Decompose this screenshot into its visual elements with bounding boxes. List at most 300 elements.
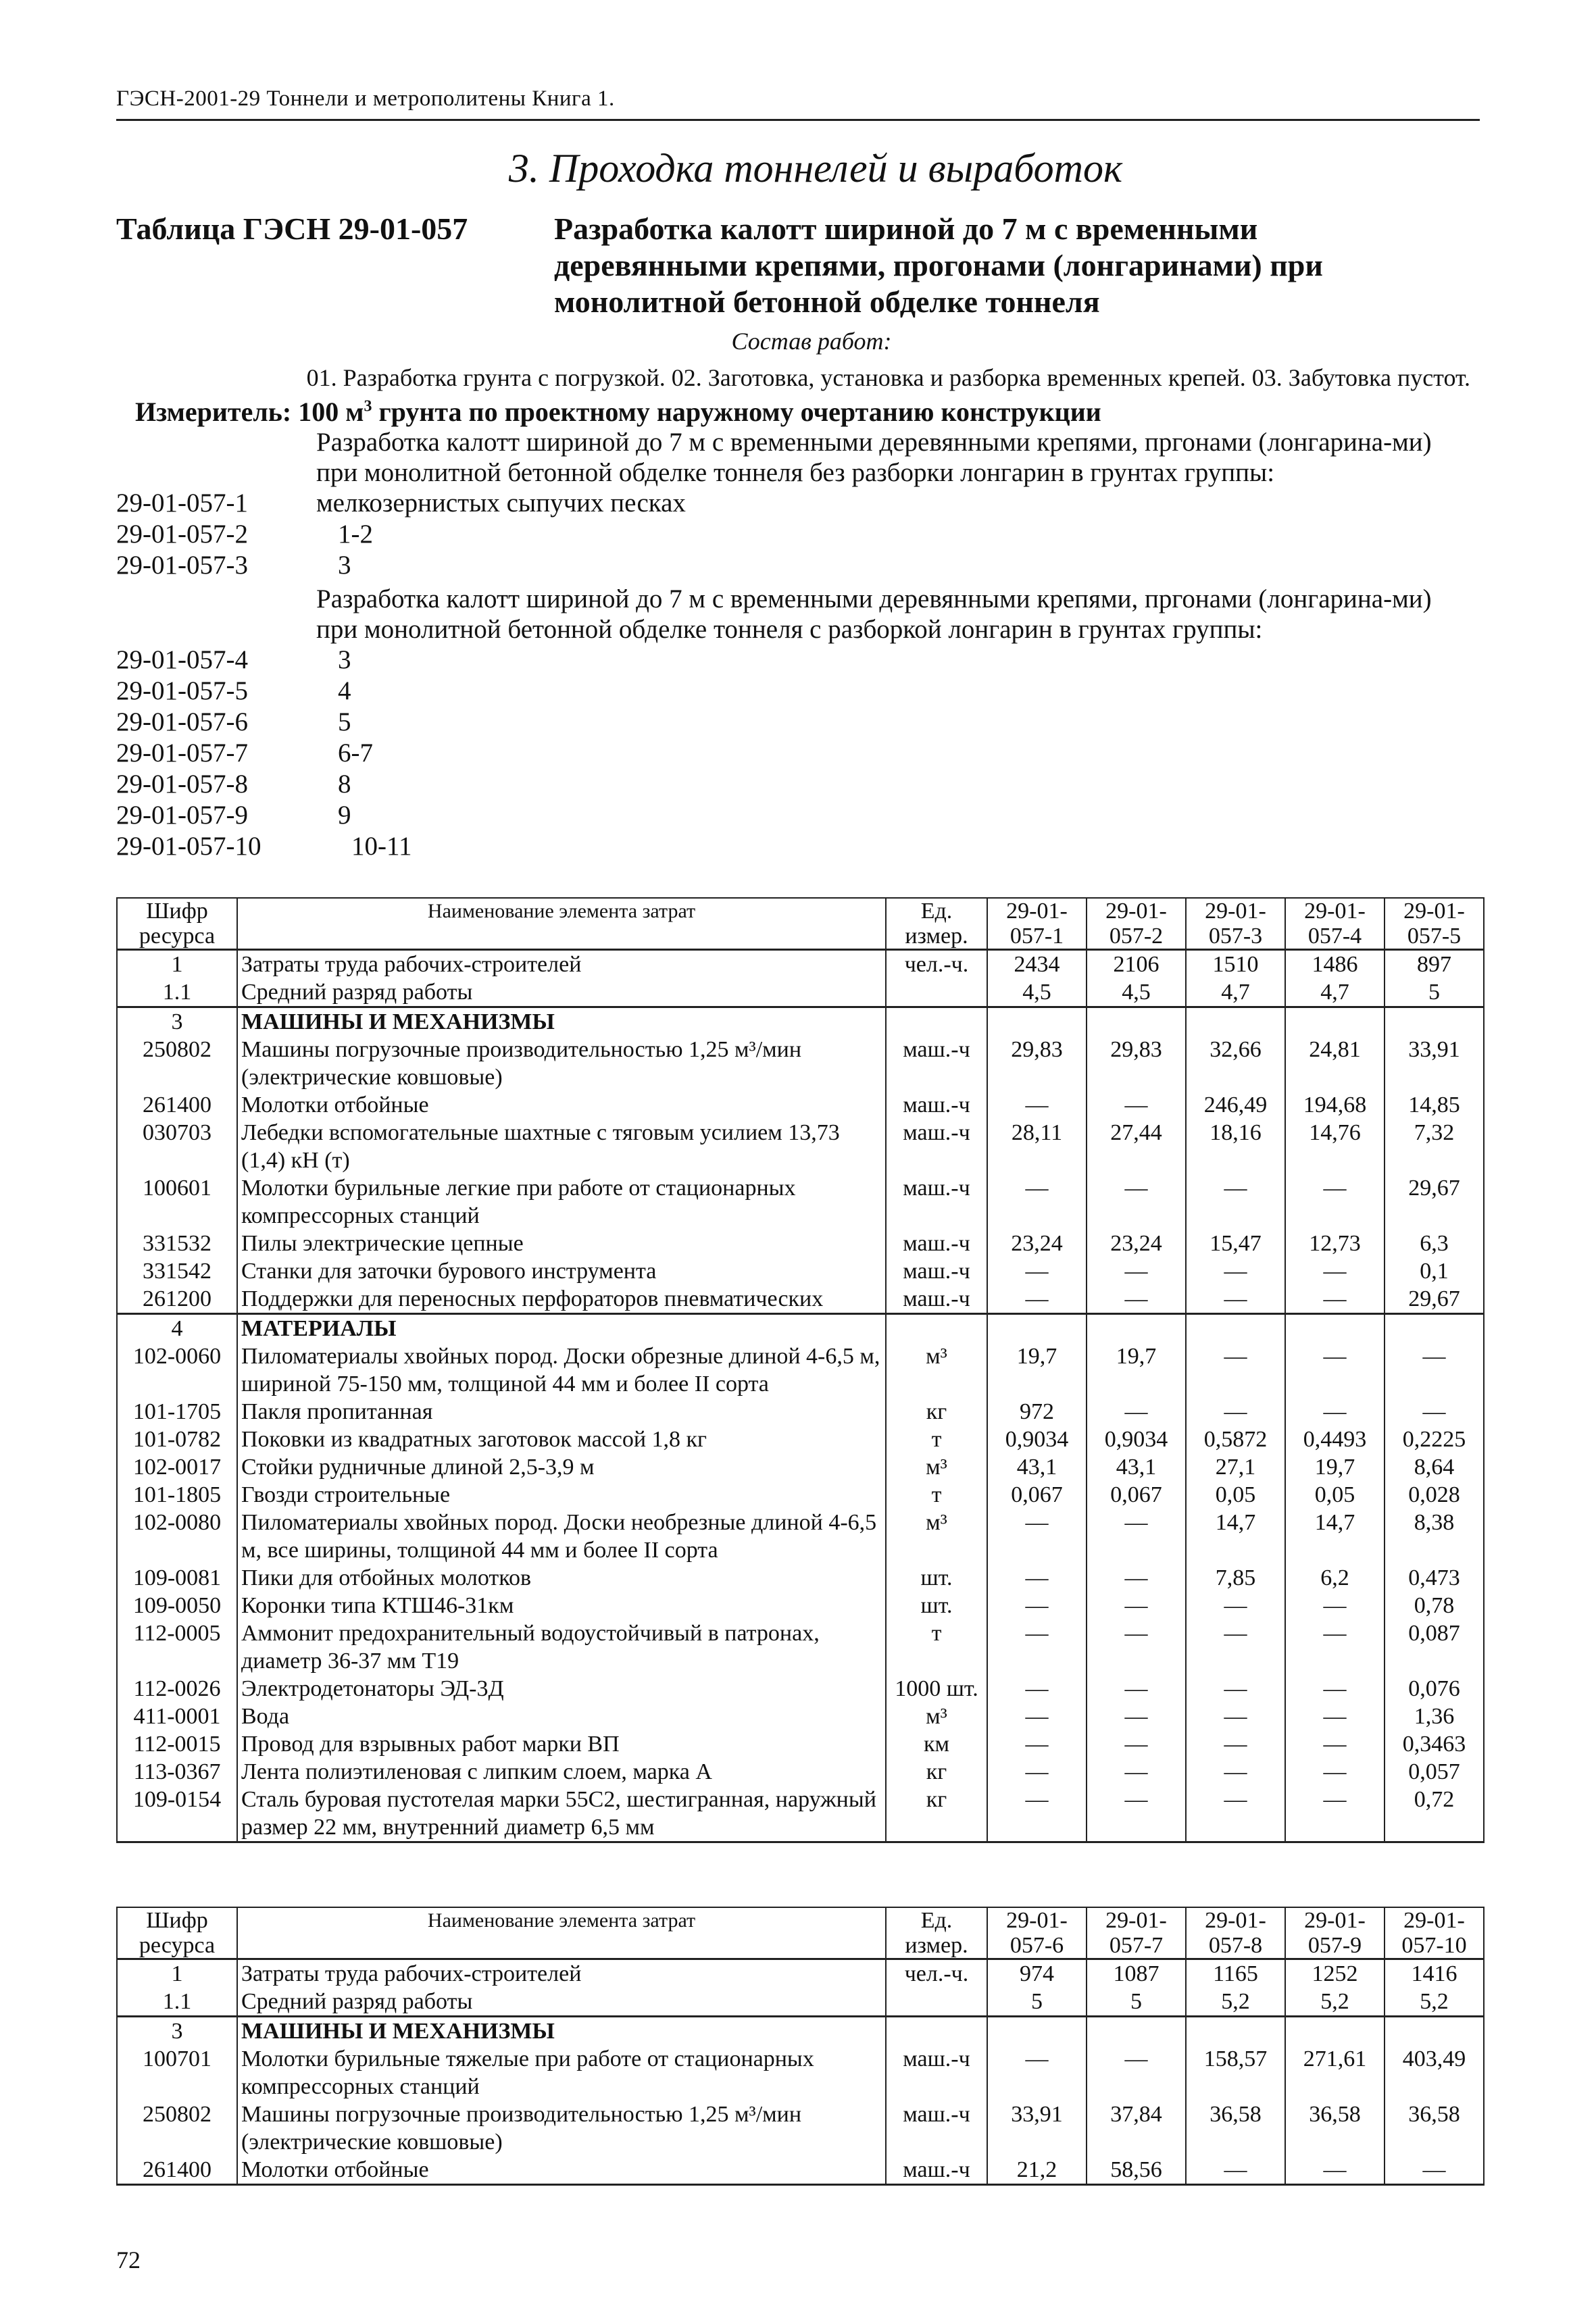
empty-cell — [1087, 1007, 1186, 1036]
resource-value: — — [1087, 1703, 1186, 1730]
resource-value: 29,83 — [987, 1036, 1087, 1091]
resource-value: 1486 — [1285, 950, 1385, 979]
resource-unit: маш.-ч — [886, 1036, 987, 1091]
resource-value: — — [987, 2045, 1087, 2101]
resource-code: 4 — [117, 1314, 237, 1343]
table-row — [117, 1453, 1484, 1481]
resource-code: 102-0017 — [117, 1453, 237, 1481]
resource-value: 403,49 — [1385, 2045, 1484, 2101]
resource-name: Электродетонаторы ЭД-3Д — [237, 1675, 886, 1703]
resource-code: 100601 — [117, 1174, 237, 1230]
table-row — [117, 1675, 1484, 1703]
resource-value: 37,84 — [1087, 2101, 1186, 2156]
resource-value: — — [987, 1592, 1087, 1619]
resource-name: Затраты труда рабочих-строителей — [237, 1959, 886, 1988]
resource-value: — — [1087, 1730, 1186, 1758]
resource-code: 113-0367 — [117, 1758, 237, 1786]
resource-value: 0,087 — [1385, 1619, 1484, 1675]
resource-value: 246,49 — [1186, 1091, 1285, 1119]
resource-code: 112-0015 — [117, 1730, 237, 1758]
header-col: 29-01-057-7 — [1087, 1907, 1186, 1959]
table-row — [117, 1398, 1484, 1426]
variant-desc: 6-7 — [338, 738, 373, 768]
resource-name: Затраты труда рабочих-строителей — [237, 950, 886, 979]
resource-value: 1510 — [1186, 950, 1285, 979]
resource-value: 974 — [987, 1959, 1087, 1988]
table-row — [117, 1091, 1484, 1119]
resource-value: 0,9034 — [987, 1426, 1087, 1453]
resource-value: 0,1 — [1385, 1257, 1484, 1285]
resource-value: — — [1285, 1342, 1385, 1398]
empty-cell — [1285, 2017, 1385, 2046]
resource-value: 12,73 — [1285, 1230, 1385, 1257]
resource-name: Молотки бурильные тяжелые при работе от стационарных компрессорных станций — [237, 2045, 886, 2101]
empty-cell — [1285, 1007, 1385, 1036]
resource-value: — — [1186, 1592, 1285, 1619]
resource-name: Пилы электрические цепные — [237, 1230, 886, 1257]
resource-value: 5,2 — [1285, 1988, 1385, 2017]
resource-name: Лебедки вспомогательные шахтные с тяговым усилием 13,73 (1,4) кН (т) — [237, 1119, 886, 1174]
variant-code: 29-01-057-8 — [116, 770, 248, 799]
resource-value: 897 — [1385, 950, 1484, 979]
variant-code: 29-01-057-1 — [116, 488, 248, 518]
resource-unit: м³ — [886, 1509, 987, 1564]
resource-value: — — [1285, 1285, 1385, 1314]
page-number: 72 — [116, 2246, 141, 2273]
variant-code: 29-01-057-7 — [116, 738, 248, 768]
resource-value: — — [1087, 1758, 1186, 1786]
table-row — [117, 1481, 1484, 1509]
empty-cell — [1186, 1007, 1285, 1036]
section-title: 3. Проходка тоннелей и выработок — [508, 146, 1123, 191]
resource-value: 5,2 — [1186, 1988, 1285, 2017]
meter-sup: 3 — [364, 397, 372, 416]
resource-unit: км — [886, 1730, 987, 1758]
resource-unit: маш.-ч — [886, 1119, 987, 1174]
resource-value: — — [1186, 1786, 1285, 1842]
resource-code: 3 — [117, 2017, 237, 2046]
resource-value: 28,11 — [987, 1119, 1087, 1174]
header-col: 29-01-057-3 — [1186, 898, 1285, 950]
resource-value: 29,67 — [1385, 1174, 1484, 1230]
resource-value: — — [1087, 1509, 1186, 1564]
resource-value: 0,473 — [1385, 1564, 1484, 1592]
resource-value: — — [1385, 1342, 1484, 1398]
meter-suffix: грунта по проектному наружному очертанию конструкции — [372, 397, 1101, 427]
resource-value: 0,3463 — [1385, 1730, 1484, 1758]
resource-unit: маш.-ч — [886, 1257, 987, 1285]
resource-value: 29,83 — [1087, 1036, 1186, 1091]
header-col: 29-01-057-4 — [1285, 898, 1385, 950]
resource-value: 4,5 — [987, 978, 1087, 1007]
header-code: Шифр ресурса — [117, 1907, 237, 1959]
table-row — [117, 1257, 1484, 1285]
resource-unit: маш.-ч — [886, 2156, 987, 2185]
resource-value: 8,64 — [1385, 1453, 1484, 1481]
resource-value: — — [987, 1730, 1087, 1758]
table-row — [117, 1174, 1484, 1230]
resource-unit: шт. — [886, 1592, 987, 1619]
resource-value: 19,7 — [1087, 1342, 1186, 1398]
resource-value: 27,1 — [1186, 1453, 1285, 1481]
resource-value: — — [1186, 1619, 1285, 1675]
table-row — [117, 1285, 1484, 1314]
resource-value: — — [1087, 1592, 1186, 1619]
resource-value: 158,57 — [1186, 2045, 1285, 2101]
resource-value: — — [1087, 2045, 1186, 2101]
resource-value: — — [1186, 1758, 1285, 1786]
resource-value: 5 — [987, 1988, 1087, 2017]
empty-cell — [1385, 1314, 1484, 1343]
resource-value: — — [1087, 1285, 1186, 1314]
resource-value: 2434 — [987, 950, 1087, 979]
resource-name: Пиломатериалы хвойных пород. Доски обрезные длиной 4-6,5 м, шириной 75-150 мм, толщиной 44 мм и более II сорта — [237, 1342, 886, 1398]
resource-value: 0,076 — [1385, 1675, 1484, 1703]
resource-value: — — [987, 1786, 1087, 1842]
resource-value: 0,067 — [1087, 1481, 1186, 1509]
resource-value: 0,2225 — [1385, 1426, 1484, 1453]
resource-unit: чел.-ч. — [886, 1959, 987, 1988]
empty-cell — [987, 1314, 1087, 1343]
resource-value: — — [1285, 1730, 1385, 1758]
resource-code: 109-0154 — [117, 1786, 237, 1842]
table-row — [117, 1036, 1484, 1091]
resource-value: 194,68 — [1285, 1091, 1385, 1119]
resource-value: — — [1087, 1786, 1186, 1842]
resource-value: 1252 — [1285, 1959, 1385, 1988]
resource-value: 0,067 — [987, 1481, 1087, 1509]
table-row — [117, 1342, 1484, 1398]
header-code: Шифр ресурса — [117, 898, 237, 950]
resource-unit: м³ — [886, 1703, 987, 1730]
resource-value: — — [1087, 1174, 1186, 1230]
variant-desc: 3 — [338, 645, 351, 674]
resource-code: 261200 — [117, 1285, 237, 1314]
resource-unit: 1000 шт. — [886, 1675, 987, 1703]
resource-value: 5 — [1385, 978, 1484, 1007]
section-row — [117, 1314, 1484, 1343]
table-row — [117, 1758, 1484, 1786]
resource-value: 1165 — [1186, 1959, 1285, 1988]
variant-code: 29-01-057-9 — [116, 801, 248, 830]
resource-table-2 — [116, 1907, 1485, 2186]
table-row — [117, 1703, 1484, 1730]
table-header-row — [117, 898, 1484, 950]
resource-code: 102-0080 — [117, 1509, 237, 1564]
resource-value: 32,66 — [1186, 1036, 1285, 1091]
header-rule — [116, 119, 1480, 121]
resource-name: Станки для заточки бурового инструмента — [237, 1257, 886, 1285]
resource-value: 43,1 — [987, 1453, 1087, 1481]
group-1-description: Разработка калотт шириной до 7 м с временными деревянными крепями, пргонами (лонгарина-ми) при монолитной бетонной обделке тоннеля без разборки лонгарин в грунтах группы: — [316, 428, 1432, 487]
resource-code: 100701 — [117, 2045, 237, 2101]
resource-value: — — [1285, 1174, 1385, 1230]
resource-code: 3 — [117, 1007, 237, 1036]
resource-unit: маш.-ч — [886, 2101, 987, 2156]
resource-value: 27,44 — [1087, 1119, 1186, 1174]
resource-value: 6,2 — [1285, 1564, 1385, 1592]
resource-value: — — [987, 1758, 1087, 1786]
resource-name: Поковки из квадратных заготовок массой 1,8 кг — [237, 1426, 886, 1453]
resource-value: — — [987, 1285, 1087, 1314]
resource-value: 33,91 — [1385, 1036, 1484, 1091]
variant-desc: 3 — [338, 551, 351, 580]
resource-value: 36,58 — [1285, 2101, 1385, 2156]
resource-value: 14,85 — [1385, 1091, 1484, 1119]
empty-cell — [987, 1007, 1087, 1036]
resource-value: — — [1285, 1786, 1385, 1842]
table-row — [117, 1619, 1484, 1675]
resource-value: — — [1087, 1091, 1186, 1119]
resource-value: 36,58 — [1186, 2101, 1285, 2156]
resource-value: 8,38 — [1385, 1509, 1484, 1564]
resource-code: 250802 — [117, 2101, 237, 2156]
resource-value: 1416 — [1385, 1959, 1484, 1988]
resource-code: 331532 — [117, 1230, 237, 1257]
resource-name: Поддержки для переносных перфораторов пневматических — [237, 1285, 886, 1314]
table-row — [117, 2156, 1484, 2185]
running-header: ГЭСН-2001-29 Тоннели и метрополитены Книга 1. — [116, 86, 615, 111]
resource-value: 271,61 — [1285, 2045, 1385, 2101]
table-row — [117, 1959, 1484, 1988]
table-row — [117, 1988, 1484, 2017]
resource-table-1 — [116, 897, 1485, 1843]
resource-value: 14,7 — [1186, 1509, 1285, 1564]
resource-value: 58,56 — [1087, 2156, 1186, 2185]
resource-code: 102-0060 — [117, 1342, 237, 1398]
table-row — [117, 1592, 1484, 1619]
resource-value: — — [987, 1703, 1087, 1730]
variant-desc: 8 — [338, 770, 351, 799]
resource-name: Лента полиэтиленовая с липким слоем, марка А — [237, 1758, 886, 1786]
resource-name: Средний разряд работы — [237, 1988, 886, 2017]
resource-unit: маш.-ч — [886, 2045, 987, 2101]
table-row — [117, 950, 1484, 979]
resource-name: Машины погрузочные производительностью 1,25 м³/мин (электрические ковшовые) — [237, 2101, 886, 2156]
resource-value: 0,057 — [1385, 1758, 1484, 1786]
table-row — [117, 1564, 1484, 1592]
variant-code: 29-01-057-6 — [116, 707, 248, 736]
resource-name: Пиломатериалы хвойных пород. Доски необрезные длиной 4-6,5 м, все ширины, толщиной 44 мм и более II сорта — [237, 1509, 886, 1564]
resource-value: — — [1186, 1398, 1285, 1426]
resource-value: 14,7 — [1285, 1509, 1385, 1564]
resource-unit — [886, 978, 987, 1007]
variant-code: 29-01-057-5 — [116, 676, 248, 705]
empty-cell — [1087, 2017, 1186, 2046]
resource-value: 0,9034 — [1087, 1426, 1186, 1453]
empty-cell — [1186, 2017, 1285, 2046]
resource-unit: шт. — [886, 1564, 987, 1592]
resource-code: 250802 — [117, 1036, 237, 1091]
resource-unit: т — [886, 1619, 987, 1675]
resource-value: 0,4493 — [1285, 1426, 1385, 1453]
resource-code: 109-0081 — [117, 1564, 237, 1592]
resource-name: Гвозди строительные — [237, 1481, 886, 1509]
resource-value: 0,05 — [1186, 1481, 1285, 1509]
meter-prefix: Измеритель: 100 м — [135, 397, 364, 427]
resource-value: 19,7 — [1285, 1453, 1385, 1481]
resource-code: 101-1705 — [117, 1398, 237, 1426]
resource-value: — — [1087, 1398, 1186, 1426]
table-row — [117, 1730, 1484, 1758]
resource-code: 1 — [117, 1959, 237, 1988]
resource-code: 261400 — [117, 2156, 237, 2185]
table-label: Таблица ГЭСН 29-01-057 — [116, 211, 468, 246]
header-unit: Ед. измер. — [886, 898, 987, 950]
resource-value: — — [1285, 1257, 1385, 1285]
resource-value: — — [1285, 1619, 1385, 1675]
resource-value: 23,24 — [1087, 1230, 1186, 1257]
resource-value: 5 — [1087, 1988, 1186, 2017]
resource-value: — — [1186, 1703, 1285, 1730]
header-col: 29-01-057-10 — [1385, 1907, 1484, 1959]
resource-value: 29,67 — [1385, 1285, 1484, 1314]
table-row — [117, 1786, 1484, 1842]
resource-value: — — [1285, 1592, 1385, 1619]
resource-value: — — [987, 1509, 1087, 1564]
resource-value: 15,47 — [1186, 1230, 1285, 1257]
header-col: 29-01-057-6 — [987, 1907, 1087, 1959]
resource-code: 112-0005 — [117, 1619, 237, 1675]
resource-value: 2106 — [1087, 950, 1186, 979]
resource-unit: маш.-ч — [886, 1174, 987, 1230]
variant-desc: 10-11 — [351, 832, 412, 861]
resource-name: Молотки бурильные легкие при работе от стационарных компрессорных станций — [237, 1174, 886, 1230]
table-row — [117, 1230, 1484, 1257]
resource-code: 411-0001 — [117, 1703, 237, 1730]
resource-name: Аммонит предохранительный водоустойчивый в патронах, диаметр 36-37 мм Т19 — [237, 1619, 886, 1675]
header-unit: Ед. измер. — [886, 1907, 987, 1959]
measurement-unit — [135, 396, 1101, 428]
table-row — [117, 978, 1484, 1007]
resource-value: 23,24 — [987, 1230, 1087, 1257]
composition-heading: Состав работ: — [731, 328, 892, 355]
empty-cell — [1385, 1007, 1484, 1036]
resource-value: — — [1186, 1675, 1285, 1703]
section-row — [117, 2017, 1484, 2046]
resource-value: — — [987, 1174, 1087, 1230]
resource-value: 0,78 — [1385, 1592, 1484, 1619]
variant-code: 29-01-057-4 — [116, 645, 248, 674]
header-col: 29-01-057-1 — [987, 898, 1087, 950]
resource-value: 33,91 — [987, 2101, 1087, 2156]
resource-value: 21,2 — [987, 2156, 1087, 2185]
resource-value: — — [1285, 1398, 1385, 1426]
resource-value: — — [987, 1257, 1087, 1285]
header-col: 29-01-057-5 — [1385, 898, 1484, 950]
table-title: Разработка калотт шириной до 7 м с временными деревянными крепями, прогонами (лонгаринами) при монолитной бетонной обделке тоннеля — [554, 211, 1323, 319]
resource-value: 1087 — [1087, 1959, 1186, 1988]
resource-value: 5,2 — [1385, 1988, 1484, 2017]
table-row — [117, 2101, 1484, 2156]
resource-value: 43,1 — [1087, 1453, 1186, 1481]
resource-value: — — [987, 1675, 1087, 1703]
resource-name: Молотки отбойные — [237, 2156, 886, 2185]
resource-code: 101-1805 — [117, 1481, 237, 1509]
resource-code: 112-0026 — [117, 1675, 237, 1703]
resource-value: — — [987, 1091, 1087, 1119]
resource-value: 6,3 — [1385, 1230, 1484, 1257]
variant-code: 29-01-057-10 — [116, 832, 261, 861]
resource-code: 1 — [117, 950, 237, 979]
resource-value: 1,36 — [1385, 1703, 1484, 1730]
resource-unit: т — [886, 1481, 987, 1509]
resource-value: — — [1186, 1174, 1285, 1230]
table-row — [117, 2045, 1484, 2101]
resource-value: 19,7 — [987, 1342, 1087, 1398]
resource-unit: маш.-ч — [886, 1230, 987, 1257]
resource-value: — — [1285, 1703, 1385, 1730]
resource-name: Молотки отбойные — [237, 1091, 886, 1119]
variant-code: 29-01-057-3 — [116, 551, 248, 580]
resource-value: — — [1186, 1257, 1285, 1285]
resource-value: — — [1186, 1285, 1285, 1314]
resource-value: — — [1285, 1675, 1385, 1703]
empty-cell — [987, 2017, 1087, 2046]
header-name: Наименование элемента затрат — [237, 898, 886, 950]
resource-name: МАТЕРИАЛЫ — [237, 1314, 886, 1343]
resource-value: 18,16 — [1186, 1119, 1285, 1174]
resource-code: 1.1 — [117, 1988, 237, 2017]
resource-name: МАШИНЫ И МЕХАНИЗМЫ — [237, 2017, 886, 2046]
resource-unit: кг — [886, 1786, 987, 1842]
resource-unit: кг — [886, 1758, 987, 1786]
resource-name: Вода — [237, 1703, 886, 1730]
resource-value: 7,85 — [1186, 1564, 1285, 1592]
section-row — [117, 1007, 1484, 1036]
table-row — [117, 1119, 1484, 1174]
resource-value: 24,81 — [1285, 1036, 1385, 1091]
empty-cell — [886, 1314, 987, 1343]
empty-cell — [1285, 1314, 1385, 1343]
table-header-row — [117, 1907, 1484, 1959]
resource-value: — — [1385, 2156, 1484, 2185]
resource-unit: чел.-ч. — [886, 950, 987, 979]
resource-value: 0,05 — [1285, 1481, 1385, 1509]
table-row — [117, 1509, 1484, 1564]
empty-cell — [886, 1007, 987, 1036]
resource-value: — — [1087, 1564, 1186, 1592]
header-col: 29-01-057-8 — [1186, 1907, 1285, 1959]
empty-cell — [886, 2017, 987, 2046]
resource-value: — — [1087, 1675, 1186, 1703]
resource-value: 4,7 — [1285, 978, 1385, 1007]
resource-code: 030703 — [117, 1119, 237, 1174]
resource-unit: м³ — [886, 1453, 987, 1481]
header-col: 29-01-057-9 — [1285, 1907, 1385, 1959]
resource-value: 7,32 — [1385, 1119, 1484, 1174]
resource-code: 1.1 — [117, 978, 237, 1007]
resource-value: 972 — [987, 1398, 1087, 1426]
resource-name: Сталь буровая пустотелая марки 55С2, шестигранная, наружный размер 22 мм, внутренний диаметр 6,5 мм — [237, 1786, 886, 1842]
resource-unit: кг — [886, 1398, 987, 1426]
resource-value: — — [1087, 1619, 1186, 1675]
resource-value: — — [1186, 2156, 1285, 2185]
resource-name: Стойки рудничные длиной 2,5-3,9 м — [237, 1453, 886, 1481]
variant-desc: 9 — [338, 801, 351, 830]
resource-value: — — [987, 1564, 1087, 1592]
resource-name: Пики для отбойных молотков — [237, 1564, 886, 1592]
variant-desc: 5 — [338, 707, 351, 736]
resource-value: 0,028 — [1385, 1481, 1484, 1509]
resource-name: Пакля пропитанная — [237, 1398, 886, 1426]
resource-value: — — [1186, 1342, 1285, 1398]
resource-value: 0,72 — [1385, 1786, 1484, 1842]
table-row — [117, 1426, 1484, 1453]
empty-cell — [1385, 2017, 1484, 2046]
resource-name: МАШИНЫ И МЕХАНИЗМЫ — [237, 1007, 886, 1036]
resource-unit: м³ — [886, 1342, 987, 1398]
